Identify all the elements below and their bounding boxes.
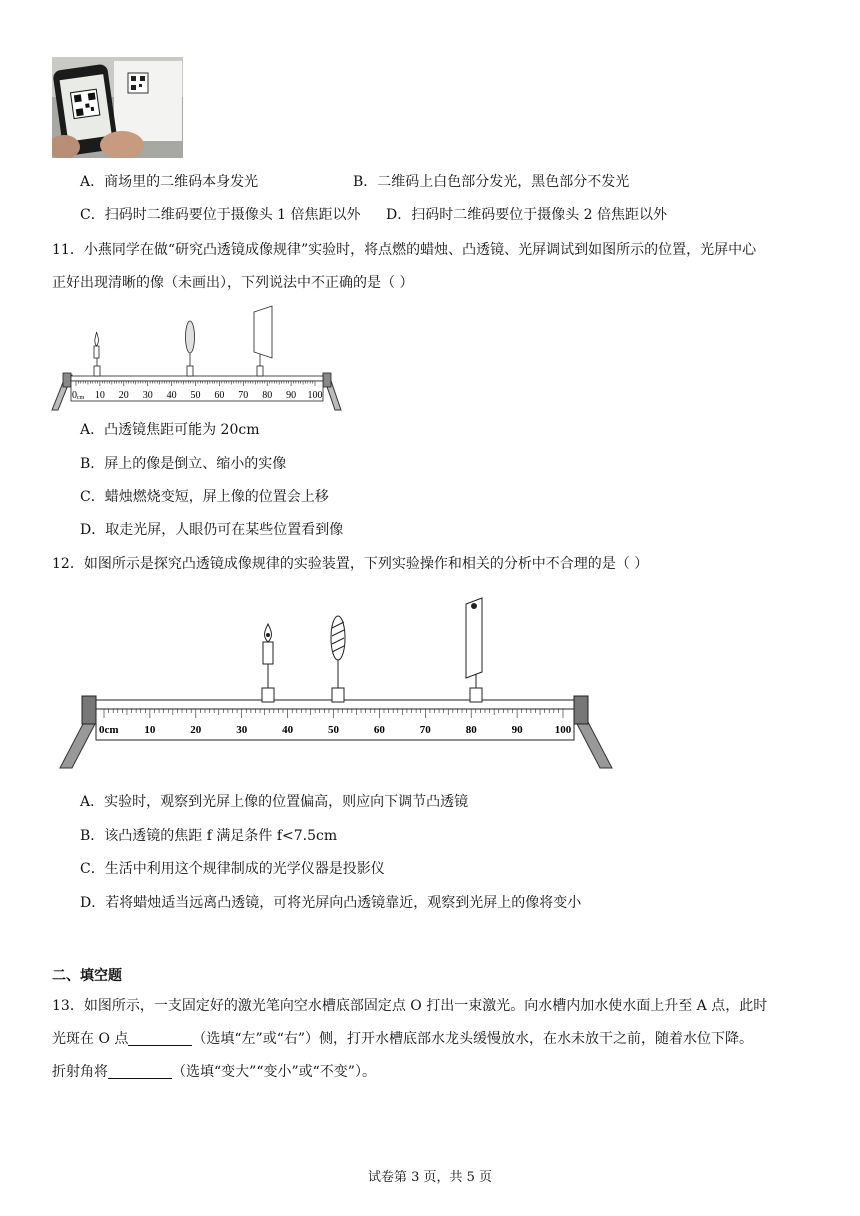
q11-ruler-tick-label: 80 bbox=[262, 390, 273, 401]
section-title-fill-in: 二、填空题 bbox=[52, 968, 122, 984]
q13-line2-rest: （选填“左”或“右”）侧，打开水槽底部水龙头缓慢放水，在水未放干之前，随着水位下降。 bbox=[192, 1031, 754, 1047]
q13-line3-rest: （选填“变大”“变小”或“不变”）。 bbox=[172, 1064, 376, 1080]
qr-scan-photo bbox=[52, 57, 183, 158]
q11-option-a: A．凸透镜焦距可能为 20cm bbox=[80, 422, 260, 438]
q12-ruler-tick-label: 70 bbox=[419, 724, 431, 736]
q12-ruler-tick-label: 60 bbox=[373, 724, 385, 736]
q13-line2-lead: 光斑在 O 点 bbox=[52, 1031, 129, 1047]
q10-option-c: C．扫码时二维码要位于摄像头 1 倍焦距以外 bbox=[80, 207, 361, 223]
q11-ruler-tick-label: 100 bbox=[307, 390, 323, 401]
q11-option-c: C．蜡烛燃烧变短，屏上像的位置会上移 bbox=[80, 489, 329, 505]
q11-ruler-tick-label: 40 bbox=[166, 390, 177, 401]
q11-ruler-tick-label: 50 bbox=[190, 390, 201, 401]
q11-ruler-zero: 0 bbox=[72, 390, 77, 401]
q12-ruler-tick-label: 90 bbox=[511, 724, 523, 736]
q11-ruler-tick-label: 60 bbox=[214, 390, 225, 401]
q11-ruler-tick-label: 70 bbox=[238, 390, 249, 401]
page-footer: 试卷第 3 页，共 5 页 bbox=[367, 1170, 493, 1185]
q13-blank-1[interactable] bbox=[128, 1031, 192, 1046]
q11-option-b: B．屏上的像是倒立、缩小的实像 bbox=[80, 456, 287, 472]
q11-ruler-tick-label: 30 bbox=[142, 390, 153, 401]
q10-option-b: B．二维码上白色部分发光，黑色部分不发光 bbox=[353, 174, 630, 190]
q12-option-a: A．实验时，观察到光屏上像的位置偏高，则应向下调节凸透镜 bbox=[80, 794, 469, 810]
q10-option-a: A．商场里的二维码本身发光 bbox=[80, 174, 259, 190]
q13-line3 bbox=[52, 1062, 376, 1082]
q12-ruler-tick-label: 20 bbox=[190, 724, 202, 736]
q12-ruler-tick-label: 40 bbox=[282, 724, 294, 736]
q13-line1: 13．如图所示，一支固定好的激光笔向空水槽底部固定点 O 打出一束激光。向水槽内加水使水面上升至 A 点，此时 bbox=[52, 998, 768, 1014]
q11-ruler-tick-label: 10 bbox=[94, 390, 105, 401]
q12-optical-bench-figure bbox=[56, 590, 616, 772]
q13-line3-lead: 折射角将 bbox=[52, 1064, 108, 1080]
q11-optical-bench-figure bbox=[48, 300, 348, 412]
q11-option-d: D．取走光屏，人眼仍可在某些位置看到像 bbox=[80, 522, 344, 538]
q10-option-d: D．扫码时二维码要位于摄像头 2 倍焦距以外 bbox=[386, 207, 668, 223]
q11-ruler-tick-label: 20 bbox=[118, 390, 129, 401]
q11-stem-line2: 正好出现清晰的像（未画出），下列说法中不正确的是（ ） bbox=[52, 275, 414, 291]
q12-ruler-tick-label: 10 bbox=[144, 724, 156, 736]
q12-option-d: D．若将蜡烛适当远离凸透镜，可将光屏向凸透镜靠近，观察到光屏上的像将变小 bbox=[80, 895, 582, 911]
q12-stem: 12．如图所示是探究凸透镜成像规律的实验装置，下列实验操作和相关的分析中不合理的是（ ） bbox=[52, 556, 649, 572]
q13-line2 bbox=[52, 1029, 753, 1049]
q12-ruler-tick-label: 80 bbox=[465, 724, 477, 736]
q12-ruler-tick-label: 30 bbox=[236, 724, 248, 736]
q12-ruler-tick-label: 100 bbox=[554, 724, 572, 736]
q11-ruler-tick-label: 90 bbox=[286, 390, 297, 401]
q13-blank-2[interactable] bbox=[108, 1064, 172, 1079]
q12-ruler-zero-label: 0cm bbox=[99, 724, 119, 736]
q12-option-b: B．该凸透镜的焦距 f 满足条件 f<7.5cm bbox=[80, 828, 338, 844]
q11-stem-line1: 11．小燕同学在做“研究凸透镜成像规律”实验时，将点燃的蜡烛、凸透镜、光屏调试到如图所示的位置，光屏中心 bbox=[52, 242, 757, 258]
q12-ruler-tick-label: 50 bbox=[328, 724, 339, 736]
q11-ruler-unit: cm bbox=[77, 395, 85, 401]
q12-option-c: C．生活中利用这个规律制成的光学仪器是投影仪 bbox=[80, 861, 385, 877]
